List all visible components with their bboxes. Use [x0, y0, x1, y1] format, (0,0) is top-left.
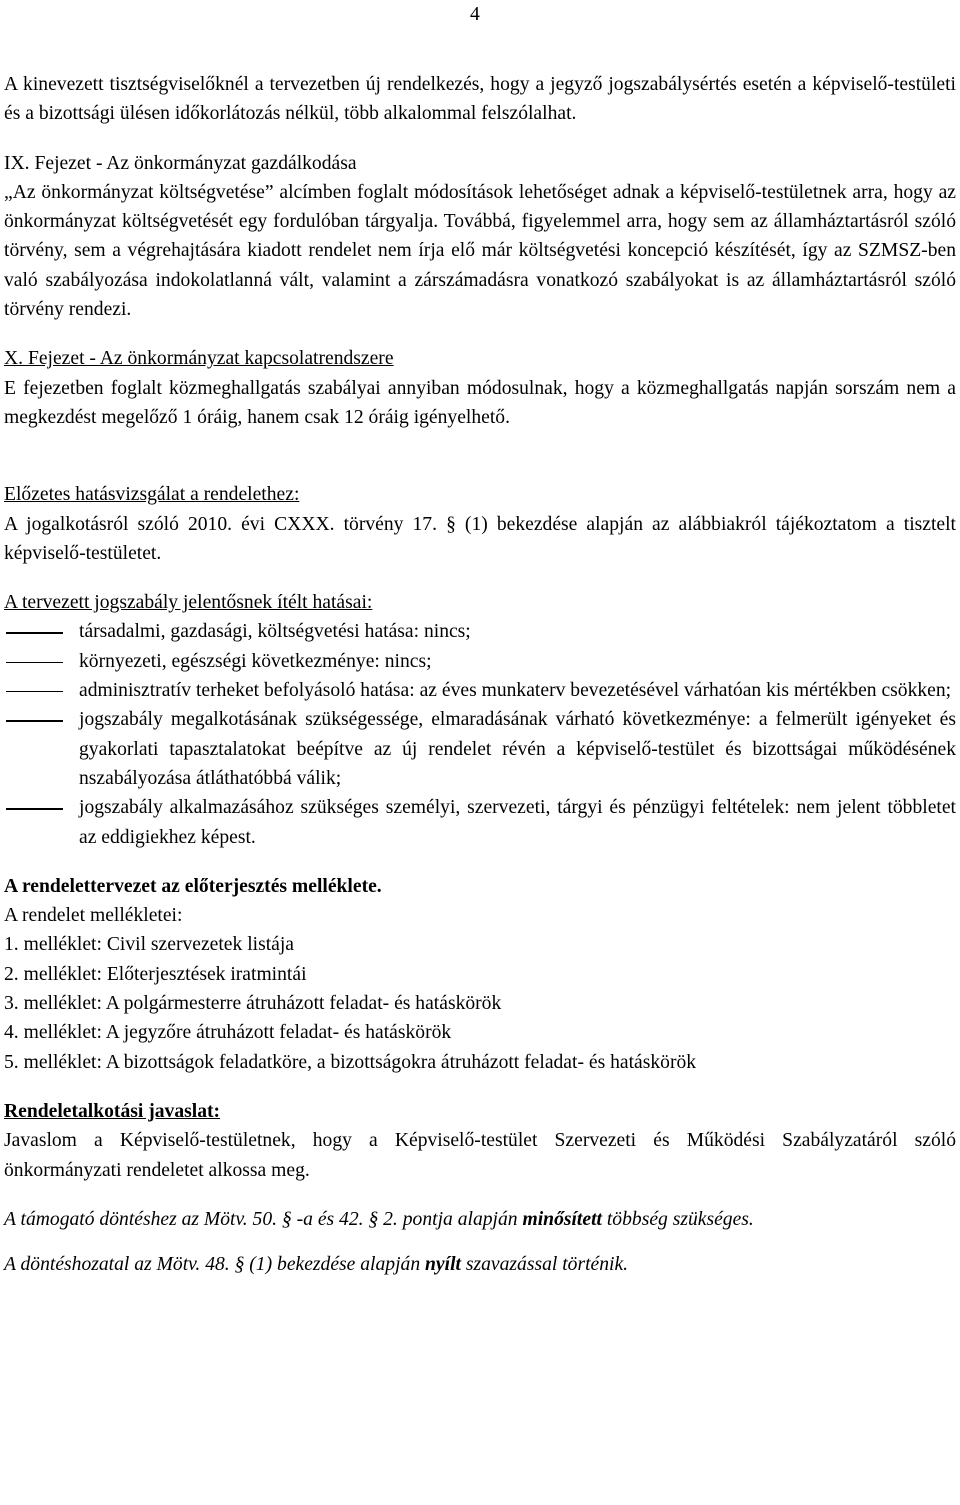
- effects-list-heading: A tervezett jogszabály jelentősnek ítélt hatásai:: [4, 592, 373, 614]
- intro-paragraph: A kinevezett tisztségviselőknél a tervezetben új rendelkezés, hogy a jegyző jogszabálysértés esetén a képviselő-testületi és a bizottsági ülésen időkorlátozás nélkül, több alkalommal felszólalhat.: [4, 74, 956, 125]
- annex-item: 5. melléklet: A bizottságok feladatköre, a bizottságokra átruházott feladat- és hatáskörök: [4, 1051, 697, 1073]
- decision-note: A döntéshozatal az Mötv. 48. § (1) bekezdése alapján nyílt szavazással történik.: [4, 1254, 629, 1276]
- annex-item: 3. melléklet: A polgármesterre átruházott feladat- és hatáskörök: [4, 993, 502, 1015]
- effects-list: [4, 617, 956, 851]
- support-note: A támogató döntéshez az Mötv. 50. § -a és 42. § 2. pontja alapján minősített többség szükséges.: [4, 1208, 754, 1230]
- chapter-x-heading: X. Fejezet - Az önkormányzat kapcsolatrendszere: [4, 348, 394, 370]
- chapter-ix-heading: IX. Fejezet - Az önkormányzat gazdálkodása: [4, 152, 357, 174]
- annex-item: 4. melléklet: A jegyzőre átruházott feladat- és hatáskörök: [4, 1022, 452, 1044]
- list-item: környezeti, egészségi következménye: nincs;: [79, 650, 432, 672]
- annex-heading: A rendelettervezet az előterjesztés melléklete.: [4, 875, 382, 897]
- list-item: jogszabály megalkotásának szükségessége, elmaradásának várható következménye: a felmerült igényeket és gyakorlati tapasztalatokat beépítve az új rendelet révén a képviselő-testület és bizottságai működésének nszabályozása átláthatóbbá válik;: [79, 709, 956, 789]
- proposal-heading: Rendeletalkotási javaslat:: [4, 1100, 221, 1122]
- list-item: társadalmi, gazdasági, költségvetési hatása: nincs;: [79, 621, 471, 643]
- proposal-text: Javaslom a Képviselő-testületnek, hogy a Képviselő-testület Szervezeti és Működési Szabályzatáról szóló önkormányzati rendeletet alkossa meg.: [4, 1130, 956, 1181]
- impact-assessment-text: A jogalkotásról szóló 2010. évi CXXX. törvény 17. § (1) bekezdése alapján az alábbiakról tájékoztatom a tisztelt képviselő-testületet.: [4, 513, 956, 564]
- impact-assessment-heading: Előzetes hatásvizsgálat a rendelethez:: [4, 484, 300, 506]
- list-item: jogszabály alkalmazásához szükséges személyi, szervezeti, tárgyi és pénzügyi feltételek: nem jelent többletet az eddigiekhez képest.: [79, 797, 956, 848]
- annex-item: 2. melléklet: Előterjesztések iratmintái: [4, 963, 307, 985]
- document-body: [4, 70, 956, 1279]
- page-number: 4: [470, 4, 480, 25]
- annex-subheading: A rendelet mellékletei:: [4, 905, 183, 927]
- chapter-x-text: E fejezetben foglalt közmeghallgatás szabályai annyiban módosulnak, hogy a közmeghallgatás napján sorszám nem a megkezdést megelőző 1 óráig, hanem csak 12 óráig igényelhető.: [4, 377, 956, 428]
- chapter-ix-text: „Az önkormányzat költségvetése” alcímben foglalt módosítások lehetőséget adnak a képviselő-testületnek arra, hogy az önkormányzat költségvetését egy fordulóban tárgyalja. Továbbá, figyelemmel arra, hogy sem az államháztartásról szóló törvény, sem a végrehajtására kiadott rendelet nem írja elő már költségvetési koncepció készítését, így az SZMSZ-ben való szabályozása indokolatlanná vált, valamint a zárszámadásra vonatkozó szabályokat is az államháztartásról szóló törvény rendezi.: [4, 181, 956, 321]
- annex-item: 1. melléklet: Civil szervezetek listája: [4, 934, 294, 956]
- list-item: adminisztratív terheket befolyásoló hatása: az éves munkaterv bevezetésével várhatóan kis mértékben csökken;: [79, 680, 952, 702]
